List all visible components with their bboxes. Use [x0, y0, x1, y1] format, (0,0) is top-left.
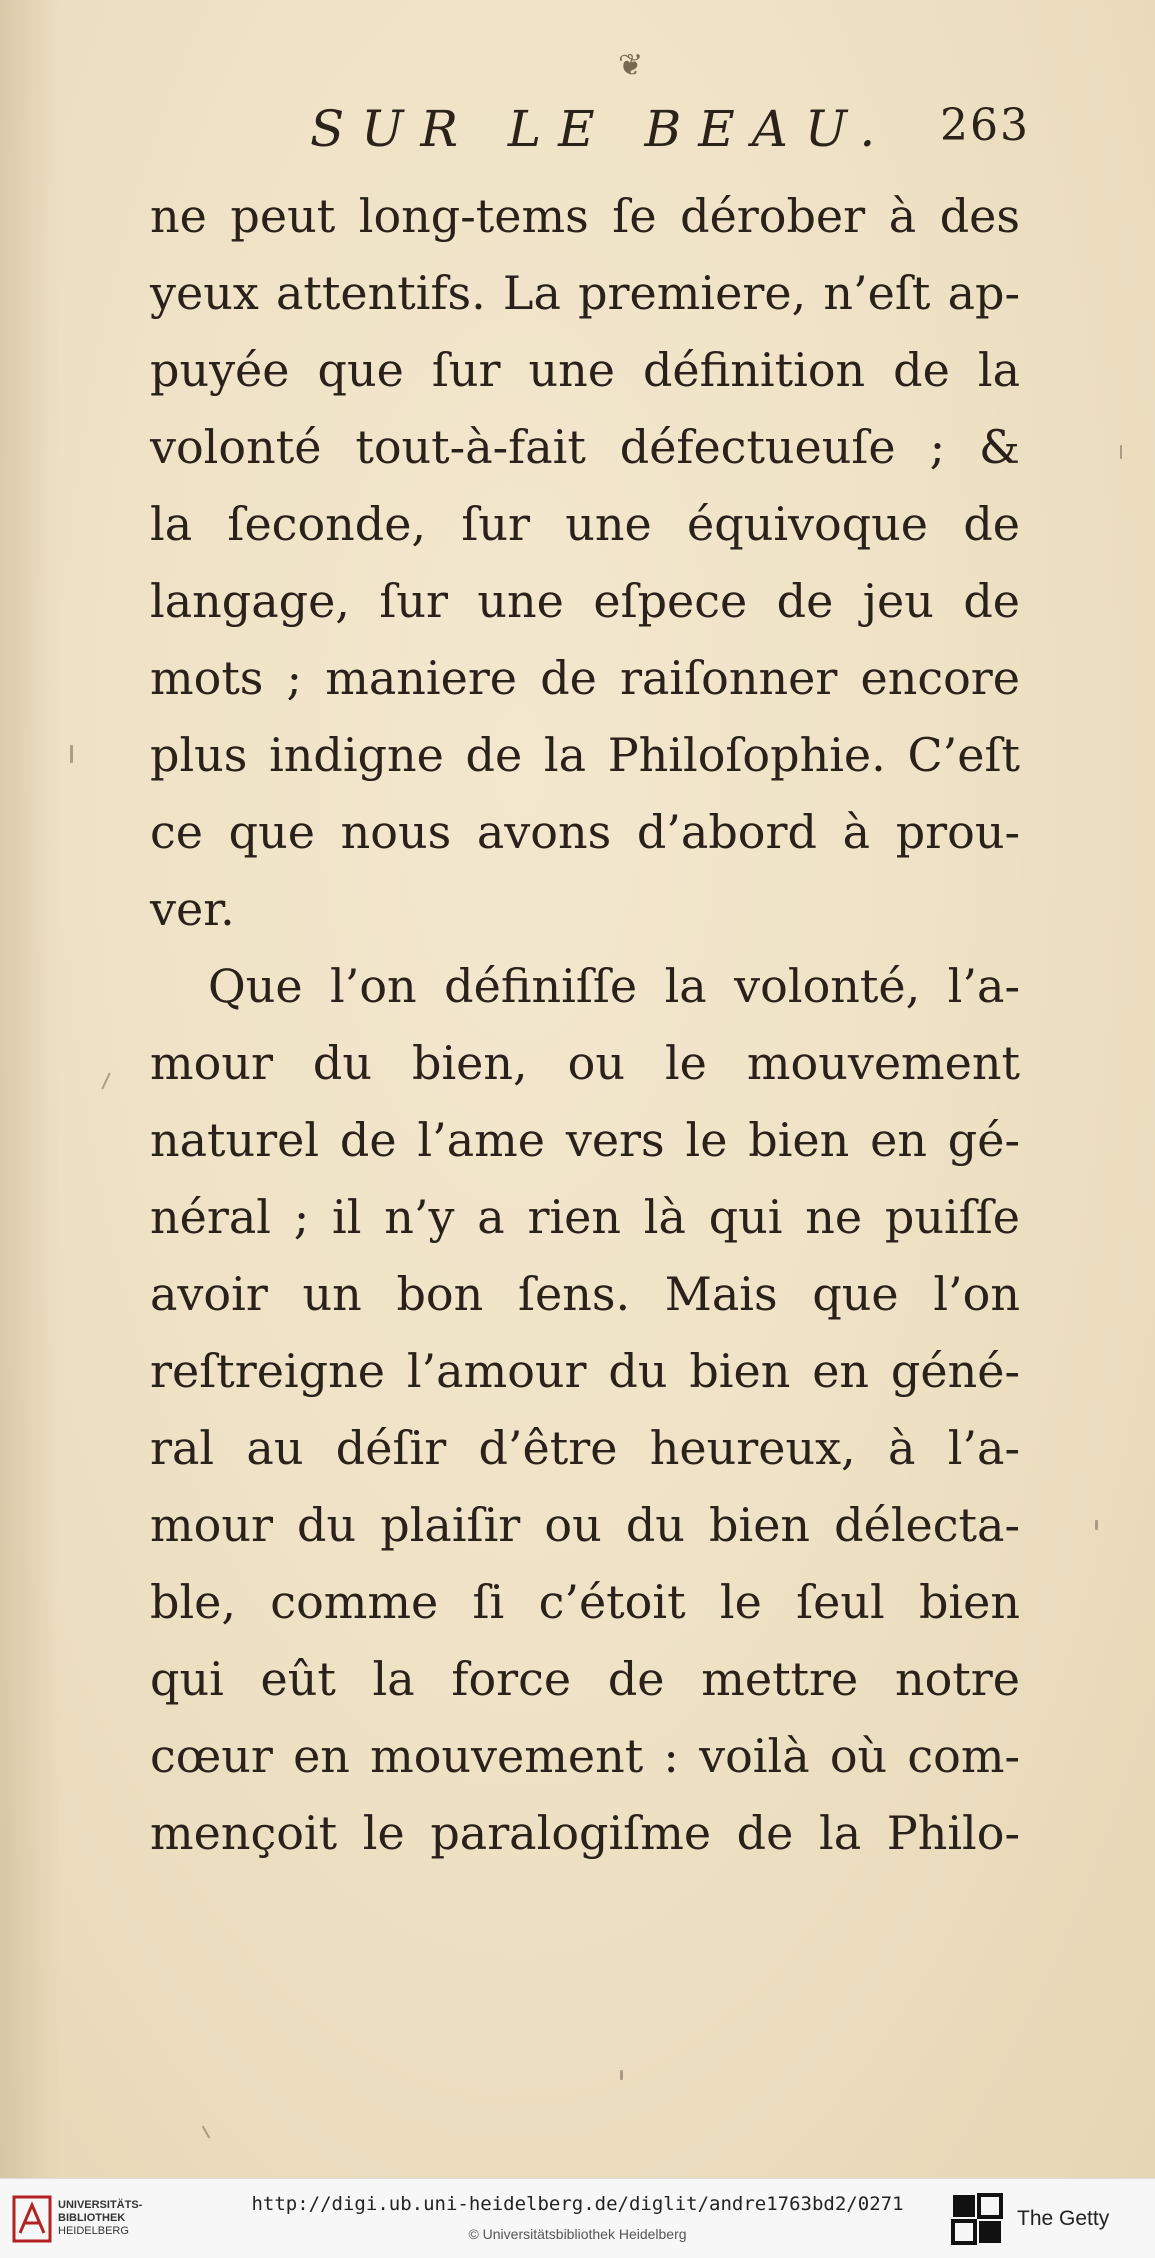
- text-line: reſtreigne l’amour du bien en géné-: [150, 1344, 1020, 1398]
- text-line: puyée que ſur une définition de la: [150, 343, 1020, 397]
- library-name-line: UNIVERSITÄTS-: [58, 2199, 143, 2211]
- library-name-line: HEIDELBERG: [58, 2225, 129, 2237]
- getty-mark-icon: [951, 2193, 1003, 2245]
- body-text: [150, 178, 1020, 1872]
- getty-logo[interactable]: [951, 2193, 1141, 2245]
- text-line: mour du bien, ou le mouvement: [150, 1036, 1020, 1090]
- text-line: volonté tout-à-fait défectueuſe ; &: [150, 420, 1020, 474]
- permalink-url[interactable]: http://digi.ub.uni-heidelberg.de/diglit/andre1763bd2/0271: [251, 2193, 904, 2215]
- paper-speck: [70, 745, 73, 763]
- text-line: avoir un bon ſens. Mais que l’on: [150, 1267, 1020, 1321]
- text-line: mots ; maniere de raiſonner encore: [150, 651, 1020, 705]
- library-name-line: BIBLIOTHEK: [58, 2212, 126, 2224]
- paper-speck: [1120, 445, 1122, 459]
- running-head-title: SUR LE BEAU.: [310, 100, 893, 158]
- text-line: ce que nous avons d’abord à prou-: [150, 805, 1020, 859]
- text-line: la ſeconde, ſur une équivoque de: [150, 497, 1020, 551]
- paper-speck: [1095, 1520, 1098, 1530]
- text-line: néral ; il n’y a rien là qui ne puiſſe: [150, 1190, 1020, 1244]
- text-line: ver.: [150, 882, 235, 936]
- text-line: mençoit le paralogiſme de la Philo-: [150, 1806, 1020, 1860]
- running-head: [310, 100, 1030, 170]
- paragraph-start-line: Que l’on définiſſe la volonté, l’a-: [208, 959, 1020, 1013]
- text-line: ral au déſir d’être heureux, à l’a-: [150, 1421, 1020, 1475]
- text-line: naturel de l’ame vers le bien en gé-: [150, 1113, 1020, 1167]
- ornament-icon: ❦: [618, 48, 644, 83]
- paper-speck: [202, 2125, 211, 2138]
- partner-name: The Getty: [1017, 2207, 1110, 2230]
- text-line: qui eût la force de mettre notre: [150, 1652, 1020, 1706]
- viewer-footer: [0, 2178, 1155, 2258]
- text-line: cœur en mouvement : voilà où com-: [150, 1729, 1020, 1783]
- text-line: ble, comme ſi c’étoit le ſeul bien: [150, 1575, 1020, 1629]
- text-line: plus indigne de la Philoſophie. C’eſt: [150, 728, 1020, 782]
- text-line: mour du plaiſir ou du bien délecta-: [150, 1498, 1020, 1552]
- text-line: yeux attentifs. La premiere, n’eſt ap-: [150, 266, 1020, 320]
- text-line: ne peut long-tems ſe dérober à des: [150, 189, 1020, 243]
- page-gutter-shadow: [0, 0, 60, 2178]
- copyright-notice: © Universitätsbibliothek Heidelberg: [468, 2226, 687, 2242]
- page-number: 263: [940, 100, 1030, 151]
- paper-speck: [101, 1072, 110, 1089]
- text-line: langage, ſur une eſpece de jeu de: [150, 574, 1020, 628]
- paper-speck: [620, 2070, 623, 2080]
